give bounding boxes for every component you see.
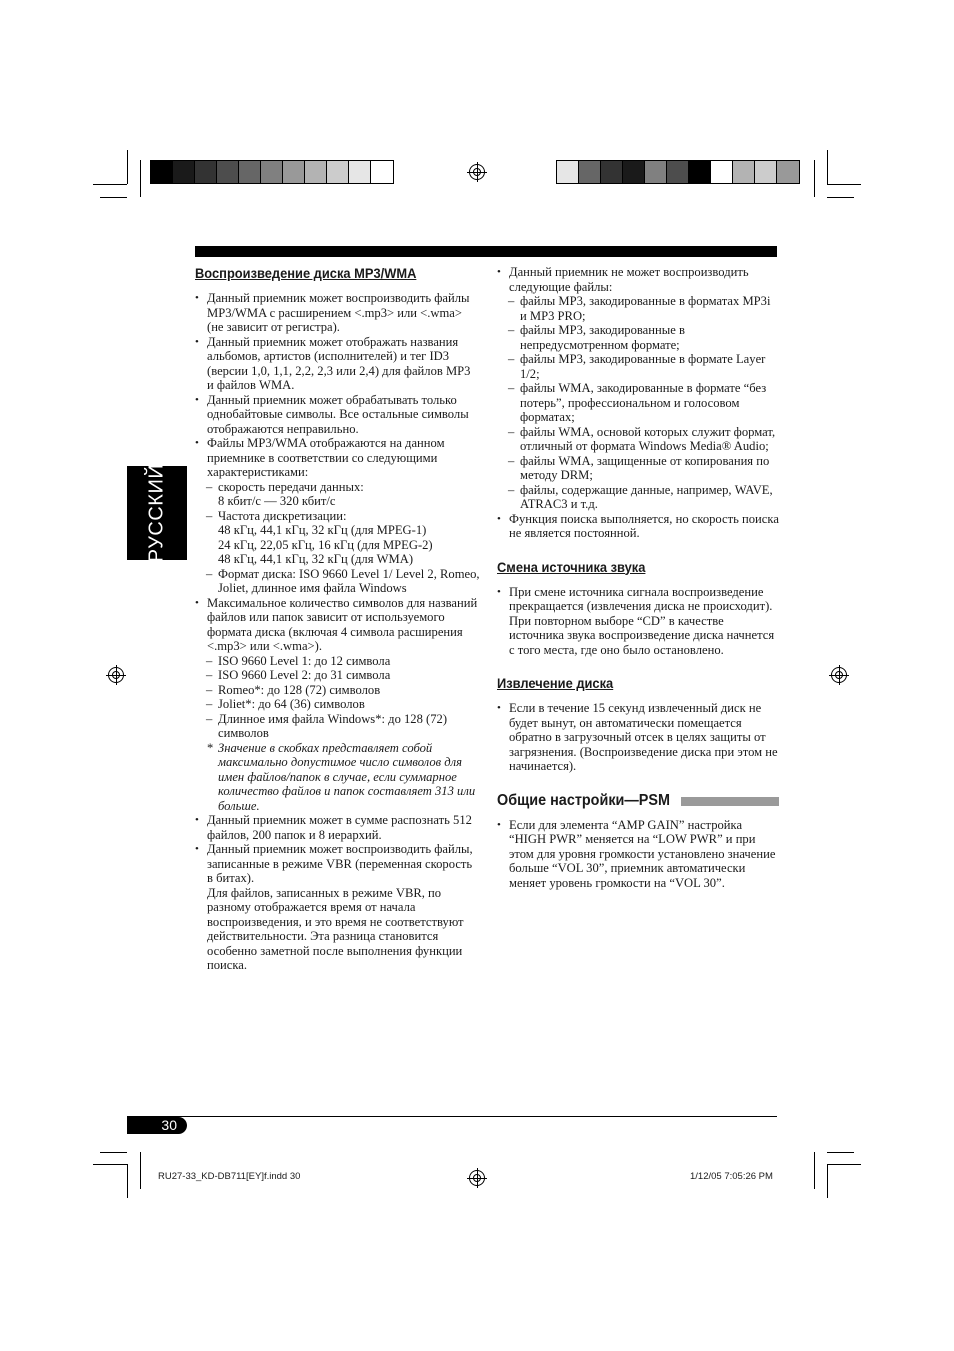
list-item: – Joliet*: до 64 (36) символов [195, 697, 480, 712]
color-swatch [689, 161, 711, 183]
color-swatch [579, 161, 601, 183]
source-change-list [497, 585, 779, 658]
color-swatch [623, 161, 645, 183]
crop-mark [100, 1152, 127, 1153]
list-item: – скорость передачи данных: [195, 480, 480, 495]
color-calibration-bar-left [150, 160, 394, 184]
list-item: • Функция поиска выполняется, но скорость поиска не является постоянной. [497, 512, 779, 541]
crop-mark [140, 1152, 141, 1189]
list-item: – ISO 9660 Level 1: до 12 символа [195, 654, 480, 669]
list-item: – файлы MP3, закодированные в форматах MP3i и MP3 PRO; [497, 294, 779, 323]
list-item: – файлы MP3, закодированные в формате Layer 1/2; [497, 352, 779, 381]
list-item: – Romeo*: до 128 (72) символов [195, 683, 480, 698]
spacer [497, 774, 779, 792]
heading-grey-bar [681, 797, 779, 806]
section-heading-psm-text: Общие настройки—PSM [497, 791, 670, 809]
section-heading-source-change: Смена источника звука [497, 558, 646, 575]
list-item: • Данный приемник может в сумме распознать 512 файлов, 200 папок и 8 иерархий. [195, 813, 480, 842]
list-item: • При смене источника сигнала воспроизведение прекращается (извлечения диска не происходит). [497, 585, 779, 614]
color-swatch [777, 161, 799, 183]
crop-mark [827, 1164, 828, 1198]
list-item: • Если для элемента “AMP GAIN” настройка “HIGH PWR” меняется на “LOW PWR” и при этом для уровня громкости установлено значение больше “VOL 30”, приемник автоматически меняет уровень громкости на “VOL 30”. [497, 818, 779, 891]
left-bullet-list [195, 291, 480, 973]
color-swatch [173, 161, 195, 183]
color-swatch [667, 161, 689, 183]
left-column [195, 265, 480, 973]
list-item: • Данный приемник может обрабатывать только однобайтовые символы. Все остальные символы отображаются неправильно. [195, 393, 480, 437]
color-swatch [239, 161, 261, 183]
color-swatch [151, 161, 173, 183]
list-item: • Данный приемник может воспроизводить файлы, записанные в режиме VBR (переменная скорость в битах). [195, 842, 480, 886]
list-item: 48 кГц, 44,1 кГц, 32 кГц (для WMA) [218, 552, 414, 566]
color-swatch [327, 161, 349, 183]
page-number: 30 [127, 1117, 187, 1134]
psm-list [497, 818, 779, 891]
color-swatch [283, 161, 305, 183]
header-rule [195, 246, 777, 257]
list-item: – файлы WMA, защищенные от копирования по методу DRM; [497, 454, 779, 483]
crop-mark [827, 1152, 854, 1153]
color-swatch [557, 161, 579, 183]
color-swatch [755, 161, 777, 183]
list-item: 8 кбит/с — 320 кбит/с [218, 494, 336, 508]
footer-timestamp: 1/12/05 7:05:26 PM [690, 1171, 773, 1182]
color-calibration-bar-right [556, 160, 800, 184]
list-item: – файлы WMA, основой которых служит формат, отличный от формата Windows Media® Audio; [497, 425, 779, 454]
crop-mark [140, 160, 141, 197]
color-swatch [711, 161, 733, 183]
crop-mark [127, 1164, 128, 1198]
disc-eject-list [497, 701, 779, 774]
footer-rule [127, 1116, 777, 1117]
color-swatch [217, 161, 239, 183]
crop-mark [814, 1152, 815, 1189]
footer-file-info: RU27-33_KD-DB711[EY]f.indd 30 [158, 1171, 301, 1182]
registration-mark-icon [469, 164, 485, 180]
registration-mark-icon [469, 1170, 485, 1186]
right-bullet-list [497, 265, 779, 541]
color-swatch [645, 161, 667, 183]
crop-mark [827, 1164, 861, 1165]
list-item: • Максимальное количество символов для названий файлов или папок зависит от используемого формата диска (включая 4 символа расширения <.mp3> или <.wma>). [195, 596, 480, 654]
color-swatch [733, 161, 755, 183]
spacer [497, 541, 779, 559]
language-tab-label: РУССКИЙ [145, 463, 168, 563]
crop-mark [827, 184, 861, 185]
list-item: • Файлы MP3/WMA отображаются на данном приемнике в соответствии со следующими характеристиками: [195, 436, 480, 480]
color-swatch [349, 161, 371, 183]
crop-mark [814, 160, 815, 197]
right-column [497, 265, 779, 890]
color-swatch [195, 161, 217, 183]
list-item: – Частота дискретизации: [195, 509, 480, 524]
list-item: При повторном выборе “CD” в качестве источника звука воспроизведение диска начнется с того места, где оно было остановлено. [509, 613, 775, 657]
crop-mark [93, 184, 127, 185]
registration-mark-icon [108, 667, 124, 683]
list-item: • Данный приемник может отображать названия альбомов, артистов (исполнителей) и тег ID3 (версии 1,0, 1,1, 2,2, 2,3 или 2,4) для файлов MP3 и файлов WMA. [195, 335, 480, 393]
color-swatch [305, 161, 327, 183]
registration-mark-icon [831, 667, 847, 683]
section-heading-mp3-wma: Воспроизведение диска MP3/WMA [195, 265, 417, 281]
color-swatch [371, 161, 393, 183]
list-item: – ISO 9660 Level 2: до 31 символа [195, 668, 480, 683]
crop-mark [100, 197, 127, 198]
spacer [497, 657, 779, 675]
crop-mark [93, 1164, 127, 1165]
crop-mark [827, 150, 828, 184]
crop-mark [827, 197, 854, 198]
list-item: – файлы, содержащие данные, например, WAVE, ATRAC3 и т.д. [497, 483, 779, 512]
list-item: Для файлов, записанных в режиме VBR, по разному отображается время от начала воспроизведения, и это время не соответствуют действительности. Эта разница становится особенно заметной после выполнения функции поиска. [207, 885, 464, 972]
list-item: 48 кГц, 44,1 кГц, 32 кГц (для MPEG-1) [218, 523, 427, 537]
list-item: * Значение в скобках представляет собой максимально допустимое число символов для имен файлов/папок в случае, если суммарное количество файлов и папок составляет 313 или больше. [195, 741, 480, 814]
list-item: • Если в течение 15 секунд извлеченный диск не будет вынут, он автоматически помещается обратно в загрузочный отсек в целях защиты от загрязнения. (Воспроизведение диска при этом не начинается). [497, 701, 779, 774]
list-item: 24 кГц, 22,05 кГц, 16 кГц (для MPEG-2) [218, 537, 433, 552]
list-item: – Длинное имя файла Windows*: до 128 (72) символов [195, 712, 480, 741]
crop-mark [127, 150, 128, 184]
color-swatch [261, 161, 283, 183]
list-item: – Формат диска: ISO 9660 Level 1/ Level 2, Romeo, Joliet, длинное имя файла Windows [195, 567, 480, 596]
section-heading-psm [497, 792, 779, 809]
list-item: – файлы WMA, закодированные в формате “без потерь”, профессиональном и голосовом форматах; [497, 381, 779, 425]
list-item: – файлы MP3, закодированные в непредусмотренном формате; [497, 323, 779, 352]
list-item: • Данный приемник может воспроизводить файлы MP3/WMA с расширением <.mp3> или <.wma> (не зависит от регистра). [195, 291, 480, 335]
section-heading-disc-eject: Извлечение диска [497, 675, 614, 691]
language-tab [127, 463, 187, 563]
color-swatch [601, 161, 623, 183]
list-item: • Данный приемник не может воспроизводить следующие файлы: [497, 265, 779, 294]
